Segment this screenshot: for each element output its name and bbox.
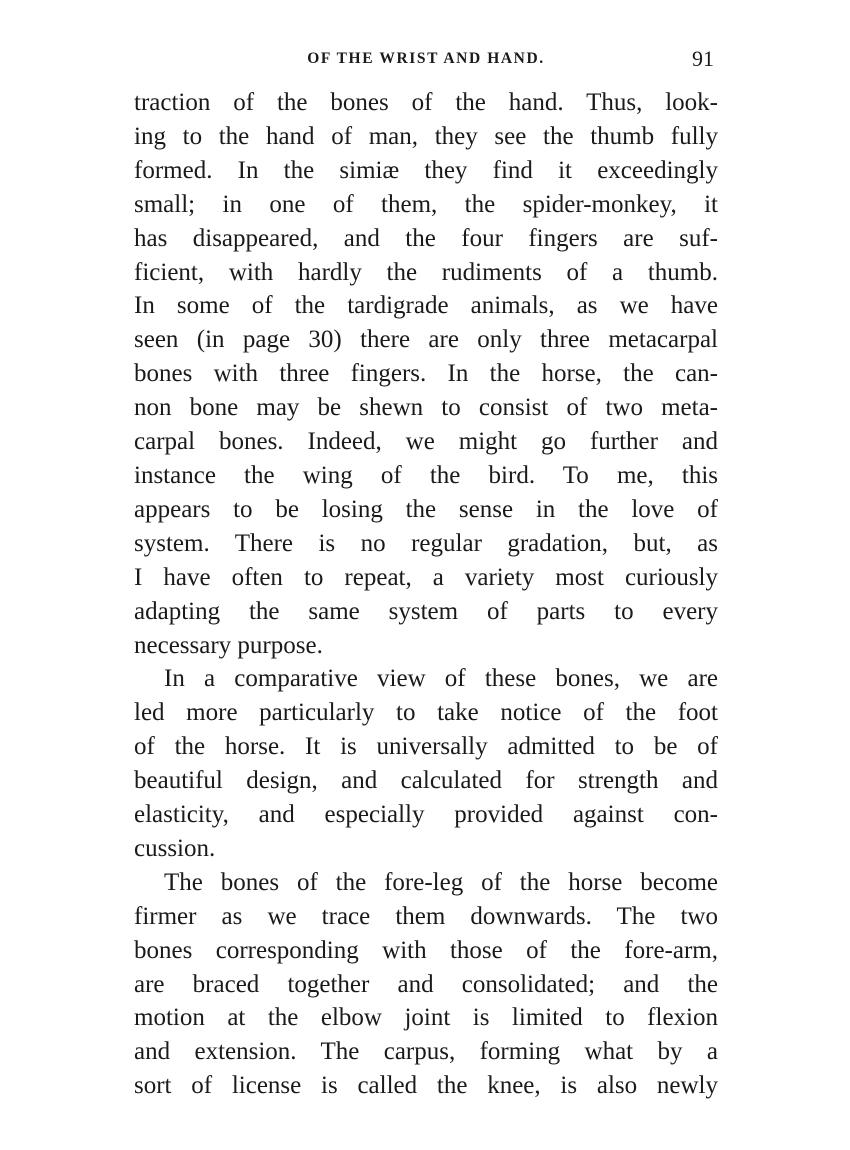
text-line: non bone may be shewn to consist of two meta- — [134, 394, 718, 422]
text-line: beautiful design, and calculated for strength and — [134, 767, 718, 795]
page-number: 91 — [692, 46, 714, 71]
text-line: In a comparative view of these bones, we are — [164, 665, 718, 693]
text-line: has disappeared, and the four fingers are suf- — [134, 224, 718, 252]
text-line: appears to be losing the sense in the love of — [134, 495, 718, 523]
chapter-title: OF THE WRIST AND HAND. — [307, 50, 545, 67]
body-text — [134, 86, 718, 1103]
paragraph-1 — [134, 86, 718, 662]
paragraph-2 — [134, 662, 718, 865]
text-line: adapting the same system of parts to every — [134, 597, 718, 625]
text-line: I have often to repeat, a variety most curiously — [134, 563, 718, 591]
text-line: necessary purpose. — [134, 631, 323, 659]
text-line: The bones of the fore-leg of the horse become — [164, 868, 718, 896]
text-line: led more particularly to take notice of the foot — [134, 699, 718, 727]
text-line: formed. In the simiæ they find it exceedingly — [134, 156, 718, 184]
text-line: motion at the elbow joint is limited to flexion — [134, 1004, 718, 1032]
text-line: bones corresponding with those of the fore-arm, — [134, 936, 718, 964]
text-line: are braced together and consolidated; and the — [134, 970, 718, 998]
text-line: In some of the tardigrade animals, as we have — [134, 292, 718, 320]
text-line: firmer as we trace them downwards. The two — [134, 902, 718, 930]
text-line: system. There is no regular gradation, but, as — [134, 529, 718, 557]
running-head — [134, 44, 718, 74]
text-line: and extension. The carpus, forming what by a — [134, 1038, 718, 1066]
text-line: ficient, with hardly the rudiments of a thumb. — [134, 258, 718, 286]
text-line: seen (in page 30) there are only three metacarpal — [134, 326, 718, 354]
text-line: carpal bones. Indeed, we might go further and — [134, 428, 718, 456]
text-line: cussion. — [134, 834, 216, 862]
text-line: of the horse. It is universally admitted to be of — [134, 733, 718, 761]
text-line: instance the wing of the bird. To me, this — [134, 461, 718, 489]
book-page — [134, 44, 718, 1103]
text-line: small; in one of them, the spider-monkey, it — [134, 190, 718, 218]
text-line: traction of the bones of the hand. Thus, look- — [134, 89, 718, 116]
text-line: elasticity, and especially provided against con- — [134, 801, 718, 829]
paragraph-3 — [134, 866, 718, 1103]
text-line: ing to the hand of man, they see the thumb fully — [134, 122, 718, 150]
text-line: sort of license is called the knee, is also newly — [134, 1072, 718, 1100]
text-line: bones with three fingers. In the horse, the can- — [134, 360, 718, 388]
